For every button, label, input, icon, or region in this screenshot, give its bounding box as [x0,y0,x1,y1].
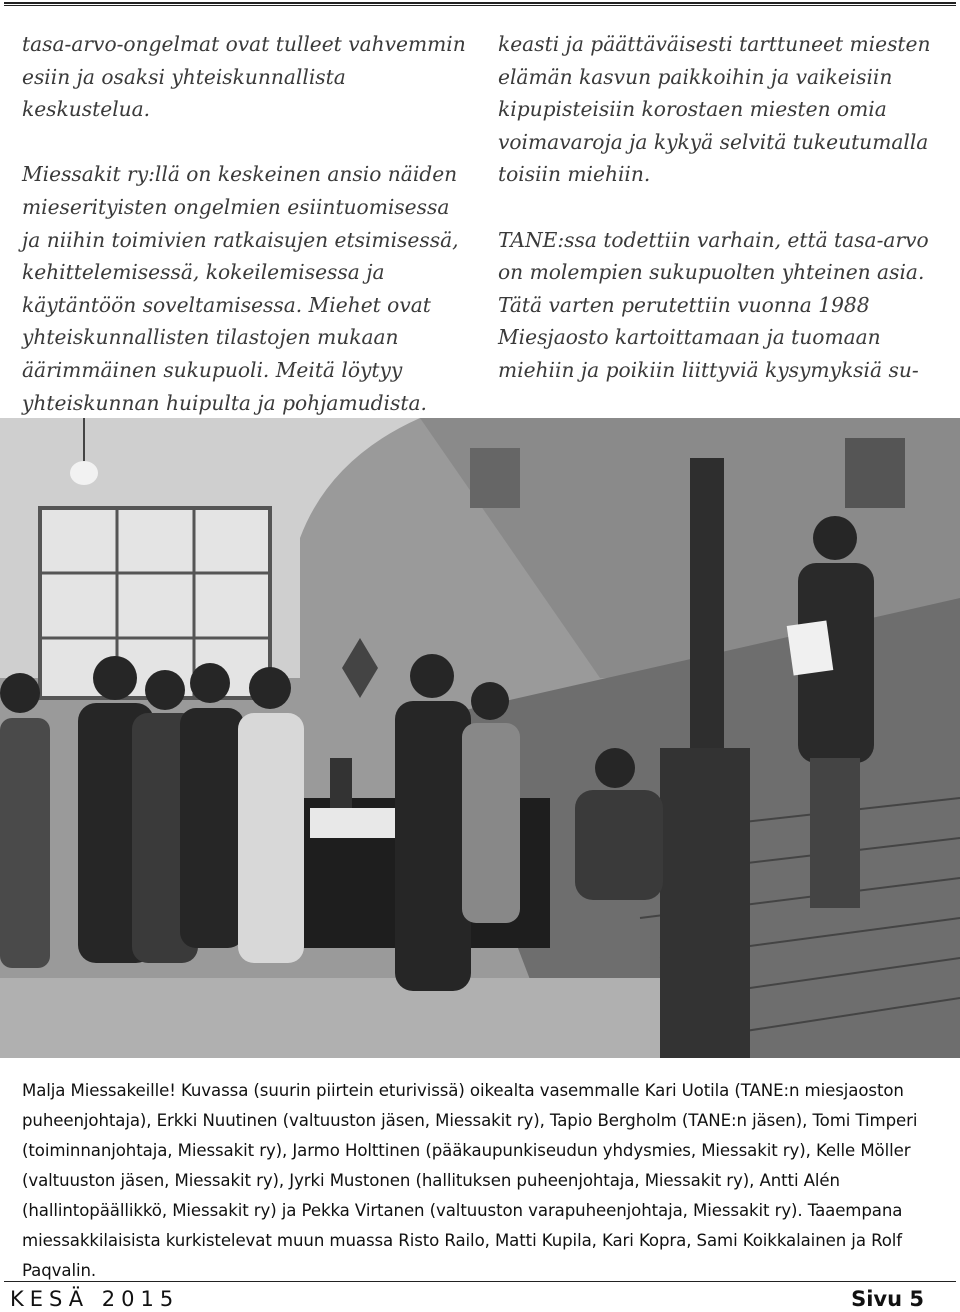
photo-caption [22,1076,942,1286]
paragraph: tasa-arvo-ongelmat ovat tulleet vahvemmin esiin ja osaksi yhteiskunnallista keskustelua. [22,32,466,122]
article-left-column [22,28,467,452]
header-rule [4,2,956,6]
page-number: Sivu 5 [851,1287,924,1311]
group-photo [0,418,960,1058]
group-photo-icon [0,418,960,1058]
caption-text: Malja Miessakeille! Kuvassa (suurin piirtein eturivissä) oikealta vasemmalle Kari Uotila (TANE:n miesjaoston puheenjohtaja), Erkki Nuutinen (valtuuston jäsen, Miessakit ry), Tapio Bergholm (TANE:n jäsen), Tomi Timperi (toiminnanjohtaja, Miessakit ry), Jarmo Holttinen (pääkaupunkiseudun yhdysmies, Miessakit ry), Kelle Möller (valtuuston jäsen, Miessakit ry), Jyrki Mustonen (hallituksen puheenjohtaja, Miessakit ry), Antti Alén (hallintopäällikkö, Miessakit ry) ja Pekka Virtanen (valtuuston varapuheenjohtaja, Miessakit ry). Taaempana miessakkilaisista kurkistelevat muun muassa Risto Railo, Matti Kupila, Kari Kopra, Sami Koikkalainen ja Rolf Paqvalin. [22,1081,918,1280]
article-right-column [498,28,943,387]
footer-rule [4,1281,956,1282]
issue-label: KESÄ 2015 [10,1287,180,1311]
paragraph: Miessakit ry:llä on keskeinen ansio näiden mieserityisten ongelmien esiintuomisessa ja niihin toimivien ratkaisujen etsimisessä, kehittelemisessä, kokeilemisessa ja käytäntöön soveltamisessa. Miehet ovat yhteiskunnallisten tilastojen mukaan äärimmäinen sukupuoli. Meitä löytyy yhteiskunnan huipulta ja pohjamudista. [22,162,459,415]
paragraph: TANE:ssa todettiin varhain, että tasa-arvo on molempien sukupuolten yhteinen asia. Tätä varten perutettiin vuonna 1988 Miesjaosto kartoittamaan ja tuomaan miehiin ja poikiin liittyviä kysymyksiä su- [498,227,929,382]
paragraph: keasti ja päättäväisesti tarttuneet miesten elämän kasvun paikkoihin ja vaikeisiin kipupisteisiin korostaen miesten omia voimavaroja ja kykyä selvitä tukeutumalla toisiin miehiin. [498,32,931,187]
